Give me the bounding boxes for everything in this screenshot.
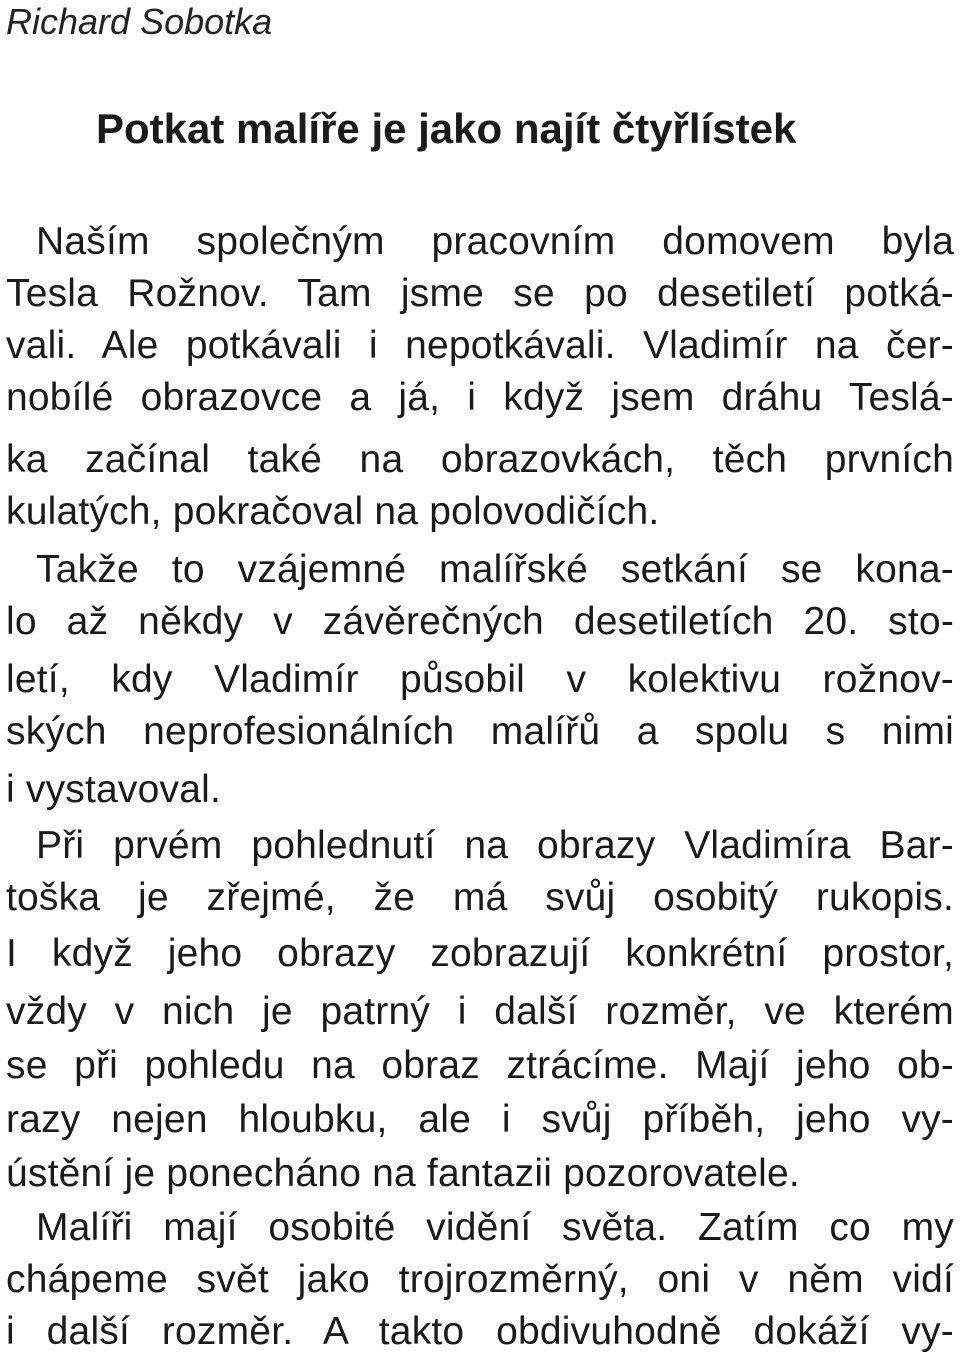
article-title: Potkat malíře je jako najít čtyřlístek xyxy=(96,105,797,152)
body-line: lo až někdy v závěrečných desetiletích 20. sto- xyxy=(6,600,954,643)
body-line: Takže to vzájemné malířské setkání se kona- xyxy=(36,548,954,591)
author-name: Richard Sobotka xyxy=(6,1,273,42)
body-line: vždy v nich je patrný i další rozměr, ve kterém xyxy=(6,990,954,1033)
body-line: kulatých, pokračoval na polovodičích. xyxy=(6,490,660,533)
body-line: Malíři mají osobité vidění světa. Zatím co my xyxy=(36,1206,954,1249)
body-line: chápeme svět jako trojrozměrný, oni v něm vidí xyxy=(6,1258,954,1301)
body-line: i vystavoval. xyxy=(6,768,222,811)
body-line: Při prvém pohlednutí na obrazy Vladimíra Bar- xyxy=(36,824,954,867)
body-line: toška je zřejmé, že má svůj osobitý rukopis. xyxy=(6,876,954,919)
body-line: ských neprofesionálních malířů a spolu s nimi xyxy=(6,710,954,753)
body-line: I když jeho obrazy zobrazují konkrétní prostor, xyxy=(6,932,954,975)
body-line: ka začínal také na obrazovkách, těch prvních xyxy=(6,438,954,481)
body-line: nobílé obrazovce a já, i když jsem dráhu Teslá- xyxy=(6,376,954,419)
body-line: Tesla Rožnov. Tam jsme se po desetiletí potká- xyxy=(6,272,954,315)
body-line: Naším společným pracovním domovem byla xyxy=(36,220,954,263)
body-line: ústění je ponecháno na fantazii pozorovatele. xyxy=(6,1152,800,1195)
body-line: se při pohledu na obraz ztrácíme. Mají jeho ob- xyxy=(6,1044,954,1087)
body-line: i další rozměr. A takto obdivuhodně dokáží vy- xyxy=(6,1310,954,1353)
body-line: letí, kdy Vladimír působil v kolektivu rožnov- xyxy=(6,658,954,701)
body-line: razy nejen hloubku, ale i svůj příběh, jeho vy- xyxy=(6,1098,954,1141)
body-line: vali. Ale potkávali i nepotkávali. Vladimír na čer- xyxy=(6,324,954,367)
